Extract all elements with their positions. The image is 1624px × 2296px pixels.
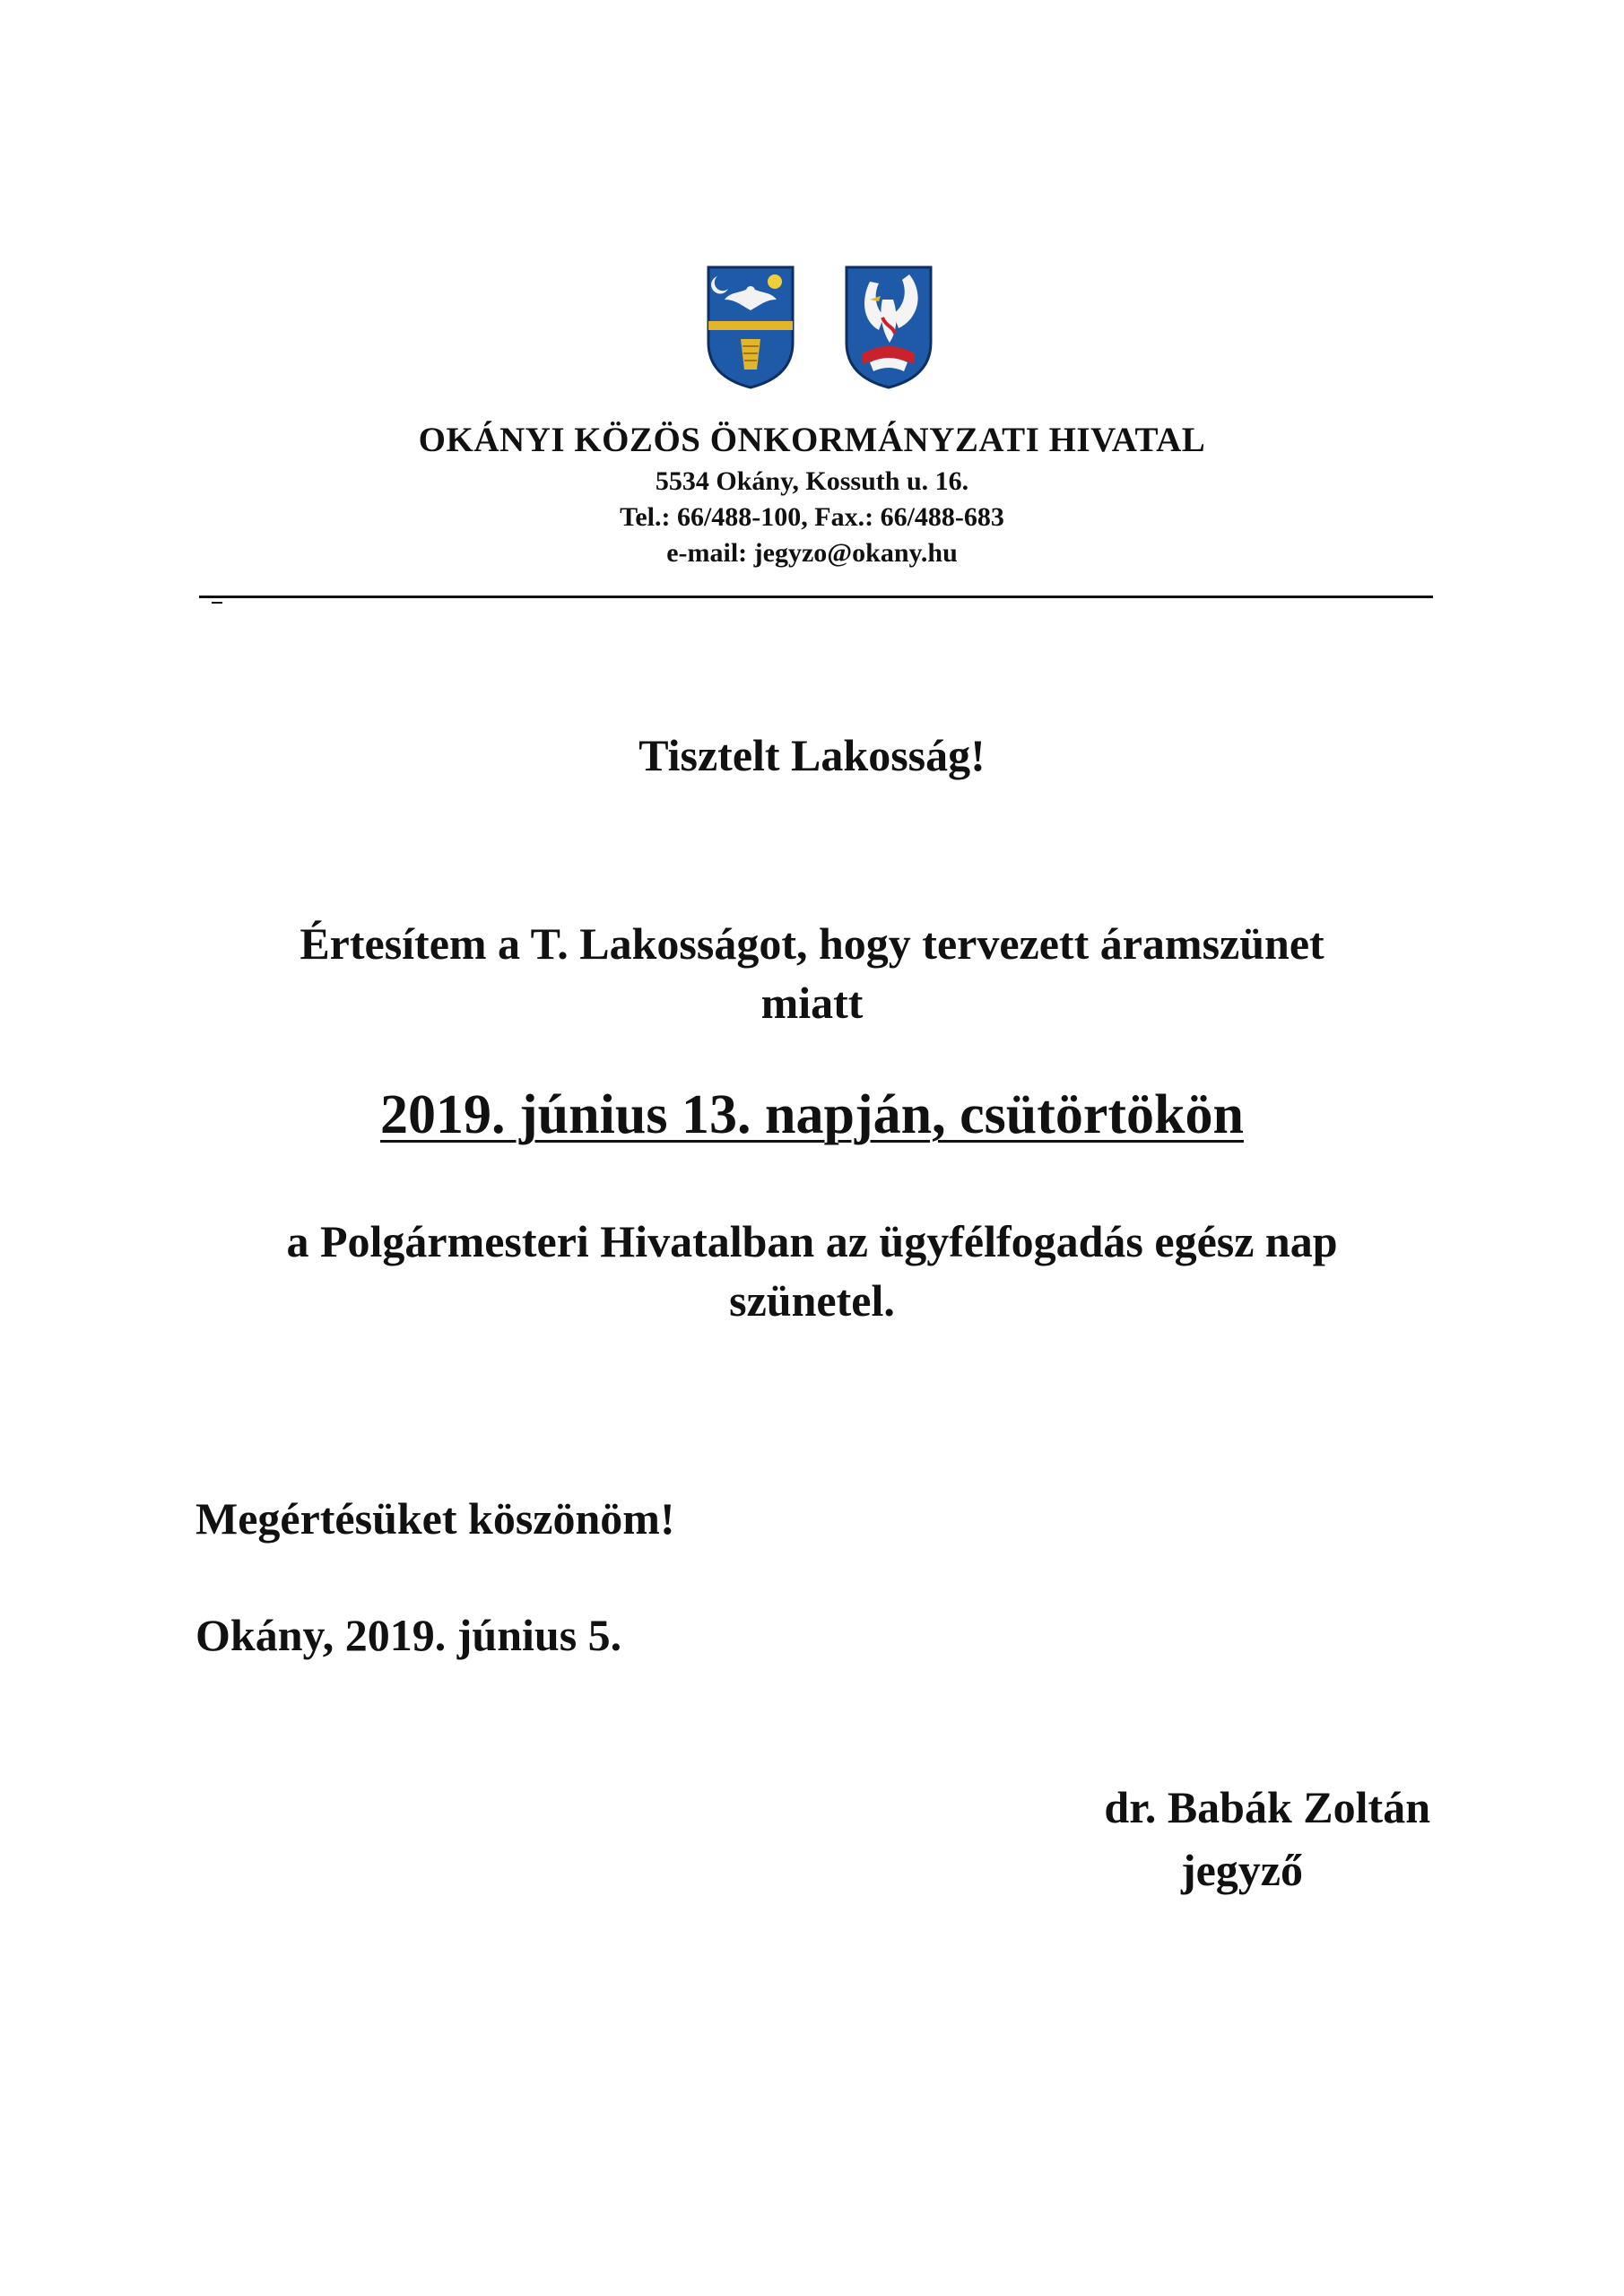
office-phone-fax: Tel.: 66/488-100, Fax.: 66/488-683 xyxy=(620,502,1004,532)
signer-title: jegyző xyxy=(1180,1845,1304,1895)
office-address: 5534 Okány, Kossuth u. 16. xyxy=(655,466,969,496)
signer-name: dr. Babák Zoltán xyxy=(1104,1782,1430,1832)
signature-block xyxy=(1018,1776,1430,1901)
notice-text-line-2: miatt xyxy=(760,978,864,1028)
coat-of-arms-heron-icon xyxy=(843,264,934,389)
coat-of-arms-okany-icon xyxy=(705,264,796,389)
closure-text-line-1: a Polgármesteri Hivatalban az ügyfélfogadás egész nap xyxy=(286,1216,1338,1266)
office-email: e-mail: jegyzo@okany.hu xyxy=(666,538,958,568)
place-and-date: Okány, 2019. június 5. xyxy=(195,1610,622,1660)
office-name: OKÁNYI KÖZÖS ÖNKORMÁNYZATI HIVATAL xyxy=(418,421,1206,459)
closure-text-line-2: szünetel. xyxy=(729,1275,895,1326)
notice-text-line-1: Értesítem a T. Lakosságot, hogy tervezett áramszünet xyxy=(300,918,1324,969)
salutation: Tisztelt Lakosság! xyxy=(638,730,986,780)
event-date: 2019. június 13. napján, csütörtökön xyxy=(380,1084,1244,1145)
letterhead-divider xyxy=(199,596,1433,598)
divider-tick xyxy=(212,602,222,604)
thanks-text: Megértésüket köszönöm! xyxy=(195,1493,675,1544)
